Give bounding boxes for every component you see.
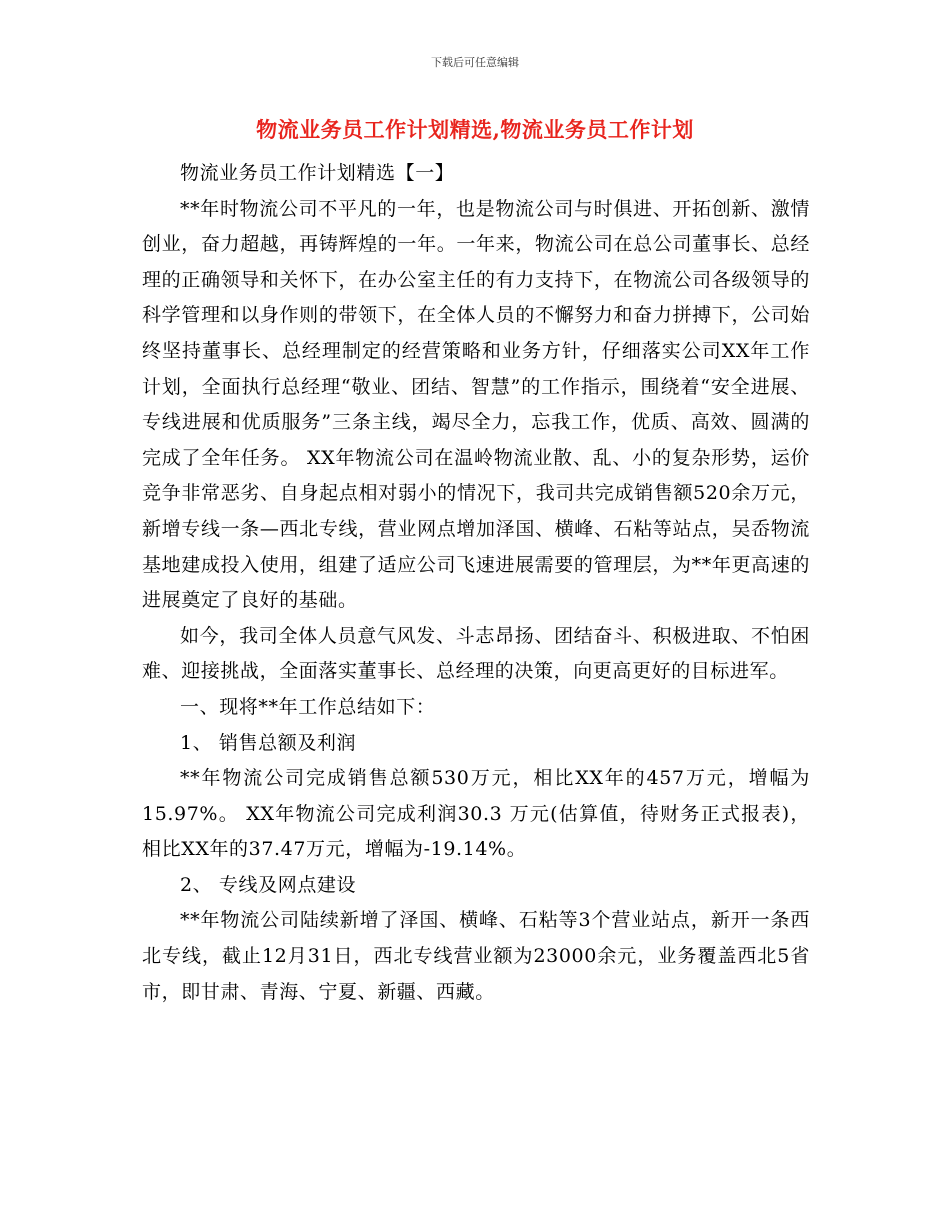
page-header-note: 下载后可任意编辑 [431,56,519,69]
paragraph: 如今，我司全体人员意气风发、斗志昂扬、团结奋斗、积极进取、不怕困难、迎接挑战，全面落实董事长、总经理的决策，向更高更好的目标进军。 [142,624,810,683]
section-heading: 物流业务员工作计划精选【一】 [180,162,455,184]
paragraph: **年物流公司陆续新增了泽国、横峰、石粘等3个营业站点，新开一条西北专线，截止12月31日，西北专线营业额为23000余元，业务覆盖西北5省市，即甘肃、青海、宁夏、新疆、西藏。 [142,909,810,1003]
paragraph: **年时物流公司不平凡的一年，也是物流公司与时俱进、开拓创新、激情创业，奋力超越，再铸辉煌的一年。一年来，物流公司在总公司董事长、总经理的正确领导和关怀下，在办公室主任的有力支持下，在物流公司各级领导的科学管理和以身作则的带领下，在全体人员的不懈努力和奋力拼搏下，公司始终坚持董事长、总经理制定的经营策略和业务方针，仔细落实公司XX年工作计划，全面执行总经理“敬业、团结、智慧”的工作指示，围绕着“安全进展、专线进展和优质服务”三条主线，竭尽全力，忘我工作，优质、高效、圆满的完成了全年任务。 XX年物流公司在温岭物流业散、乱、小的复杂形势，运价竞争非常恶劣、自身起点相对弱小的情况下，我司共完成销售额520余万元，新增专线一条—西北专线，营业网点增加泽国、横峰、石粘等站点，吴岙物流基地建成投入使用，组建了适应公司飞速进展需要的管理层，为**年更高速的进展奠定了良好的基础。 [142,197,810,612]
subsection-heading: 1、 销售总额及利润 [180,731,357,754]
subsection-heading: 2、 专线及网点建设 [180,873,357,896]
paragraph: **年物流公司完成销售总额530万元，相比XX年的457万元，增幅为15.97%。 XX年物流公司完成利润30.3 万元(估算值，待财务正式报表)，相比XX年的37.47万元，增幅为-19.14%。 [142,767,810,861]
document-title: 物流业务员工作计划精选,物流业务员工作计划 [256,117,694,142]
section-heading: 一、现将**年工作总结如下： [180,695,436,718]
document-body [142,156,810,1010]
